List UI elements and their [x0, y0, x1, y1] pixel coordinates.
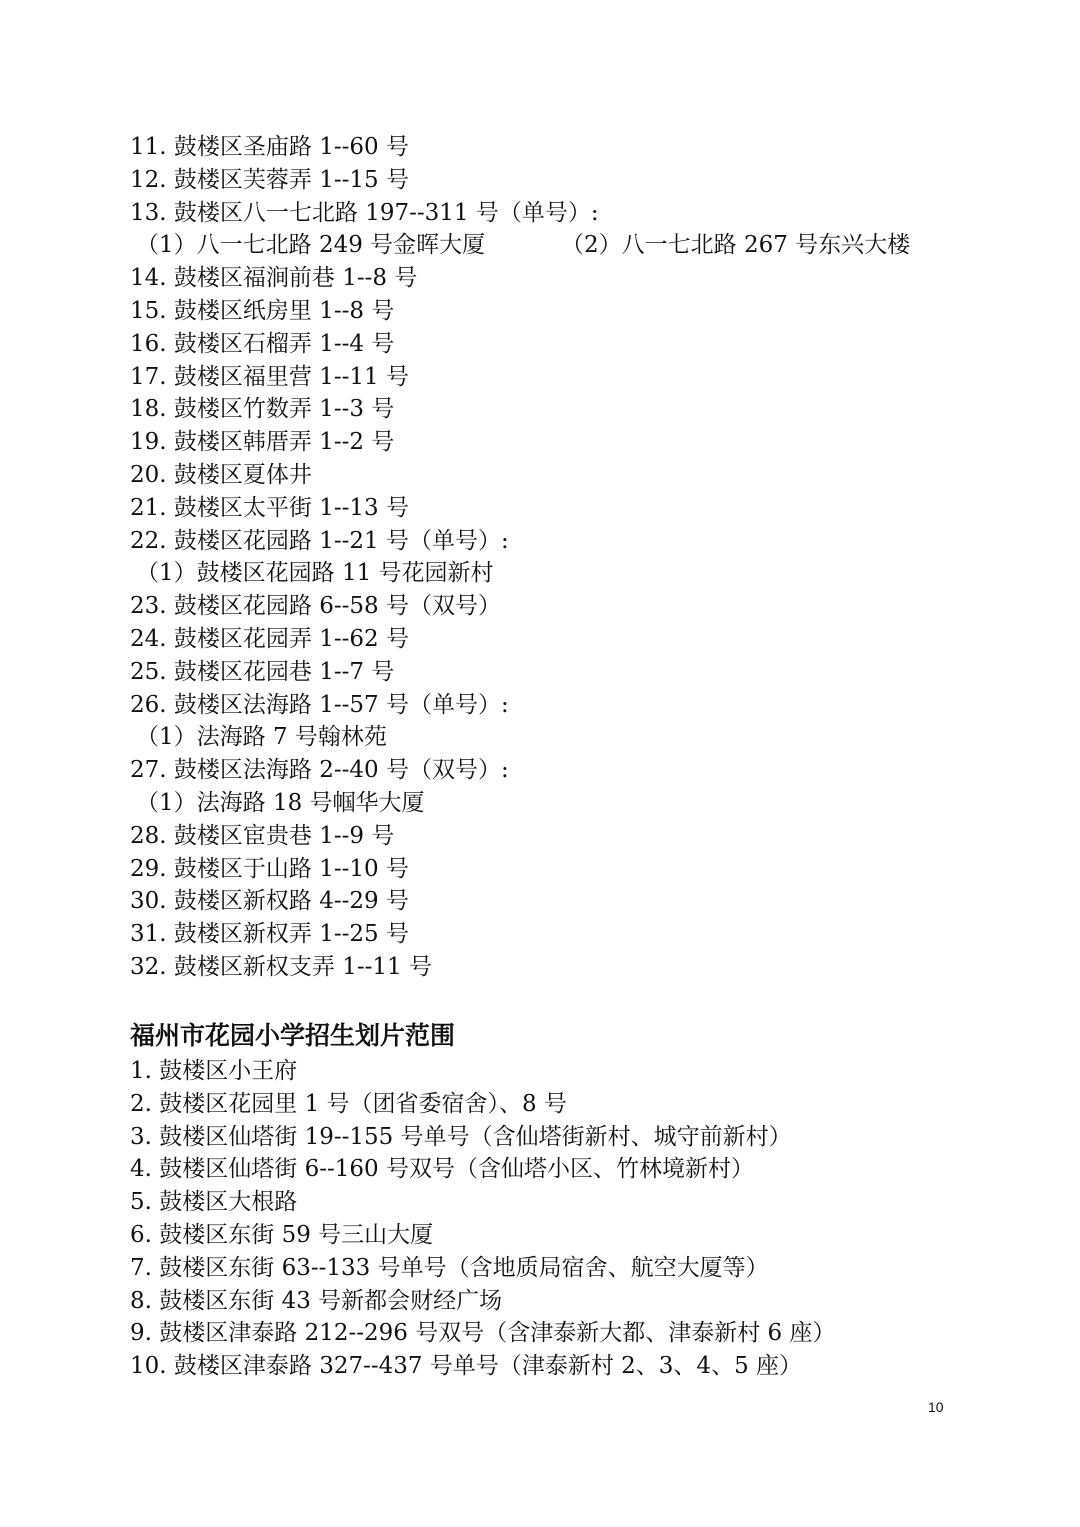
list-item: 26. 鼓楼区法海路 1--57 号（单号）: — [130, 691, 509, 718]
list-item: 30. 鼓楼区新权路 4--29 号 — [130, 888, 409, 915]
list-item: 14. 鼓楼区福涧前巷 1--8 号 — [130, 265, 418, 292]
section-address-list — [130, 1055, 1010, 1383]
section-heading: 福州市花园小学招生划片范围 — [130, 1021, 456, 1050]
list-item: 16. 鼓楼区石榴弄 1--4 号 — [130, 330, 395, 357]
sub-item: （1）鼓楼区花园路 11 号花园新村 — [136, 560, 494, 587]
list-item: 21. 鼓楼区太平街 1--13 号 — [130, 494, 409, 521]
list-item: 7. 鼓楼区东街 63--133 号单号（含地质局宿舍、航空大厦等） — [130, 1254, 769, 1281]
list-item: 24. 鼓楼区花园弄 1--62 号 — [130, 625, 409, 652]
list-item: 4. 鼓楼区仙塔街 6--160 号双号（含仙塔小区、竹林境新村） — [130, 1156, 754, 1183]
list-item: 3. 鼓楼区仙塔街 19--155 号单号（含仙塔街新村、城守前新村） — [130, 1123, 792, 1150]
sub-item: （1）法海路 18 号帼华大厦 — [136, 789, 425, 816]
list-item: 29. 鼓楼区于山路 1--10 号 — [130, 855, 409, 882]
list-item: 18. 鼓楼区竹数弄 1--3 号 — [130, 396, 395, 423]
list-item: 11. 鼓楼区圣庙路 1--60 号 — [130, 134, 409, 160]
sub-item: （2）八一七北路 267 号东兴大楼 — [561, 232, 911, 259]
list-item: 8. 鼓楼区东街 43 号新都会财经广场 — [130, 1287, 503, 1314]
address-list-continued — [130, 131, 1010, 984]
list-item: 9. 鼓楼区津泰路 212--296 号双号（含津泰新大都、津泰新村 6 座） — [130, 1320, 836, 1347]
sub-item: （1）法海路 7 号翰林苑 — [136, 724, 387, 751]
list-item: 13. 鼓楼区八一七北路 197--311 号（单号）: — [130, 199, 599, 226]
list-item: 27. 鼓楼区法海路 2--40 号（双号）: — [130, 757, 509, 784]
sub-item: （1）八一七北路 249 号金晖大厦 — [136, 232, 486, 259]
list-item: 15. 鼓楼区纸房里 1--8 号 — [130, 297, 395, 324]
list-item: 20. 鼓楼区夏体井 — [130, 461, 312, 488]
list-item: 32. 鼓楼区新权支弄 1--11 号 — [130, 953, 432, 980]
list-item: 12. 鼓楼区芙蓉弄 1--15 号 — [130, 166, 409, 193]
list-item: 10. 鼓楼区津泰路 327--437 号单号（津泰新村 2、3、4、5 座） — [130, 1353, 803, 1380]
list-item: 28. 鼓楼区宦贵巷 1--9 号 — [130, 822, 395, 849]
list-item: 2. 鼓楼区花园里 1 号（团省委宿舍）、8 号 — [130, 1090, 567, 1117]
list-item: 19. 鼓楼区韩厝弄 1--2 号 — [130, 429, 395, 456]
list-item: 6. 鼓楼区东街 59 号三山大厦 — [130, 1221, 434, 1248]
list-item: 22. 鼓楼区花园路 1--21 号（单号）: — [130, 527, 509, 554]
list-item: 1. 鼓楼区小王府 — [130, 1058, 298, 1084]
list-item: 31. 鼓楼区新权弄 1--25 号 — [130, 921, 409, 948]
list-item: 25. 鼓楼区花园巷 1--7 号 — [130, 658, 395, 685]
list-item: 17. 鼓楼区福里营 1--11 号 — [130, 363, 409, 390]
list-item: 23. 鼓楼区花园路 6--58 号（双号） — [130, 593, 501, 620]
sub-item-row — [130, 229, 1010, 262]
page-number: 10 — [928, 1399, 944, 1415]
list-item: 5. 鼓楼区大根路 — [130, 1189, 298, 1216]
